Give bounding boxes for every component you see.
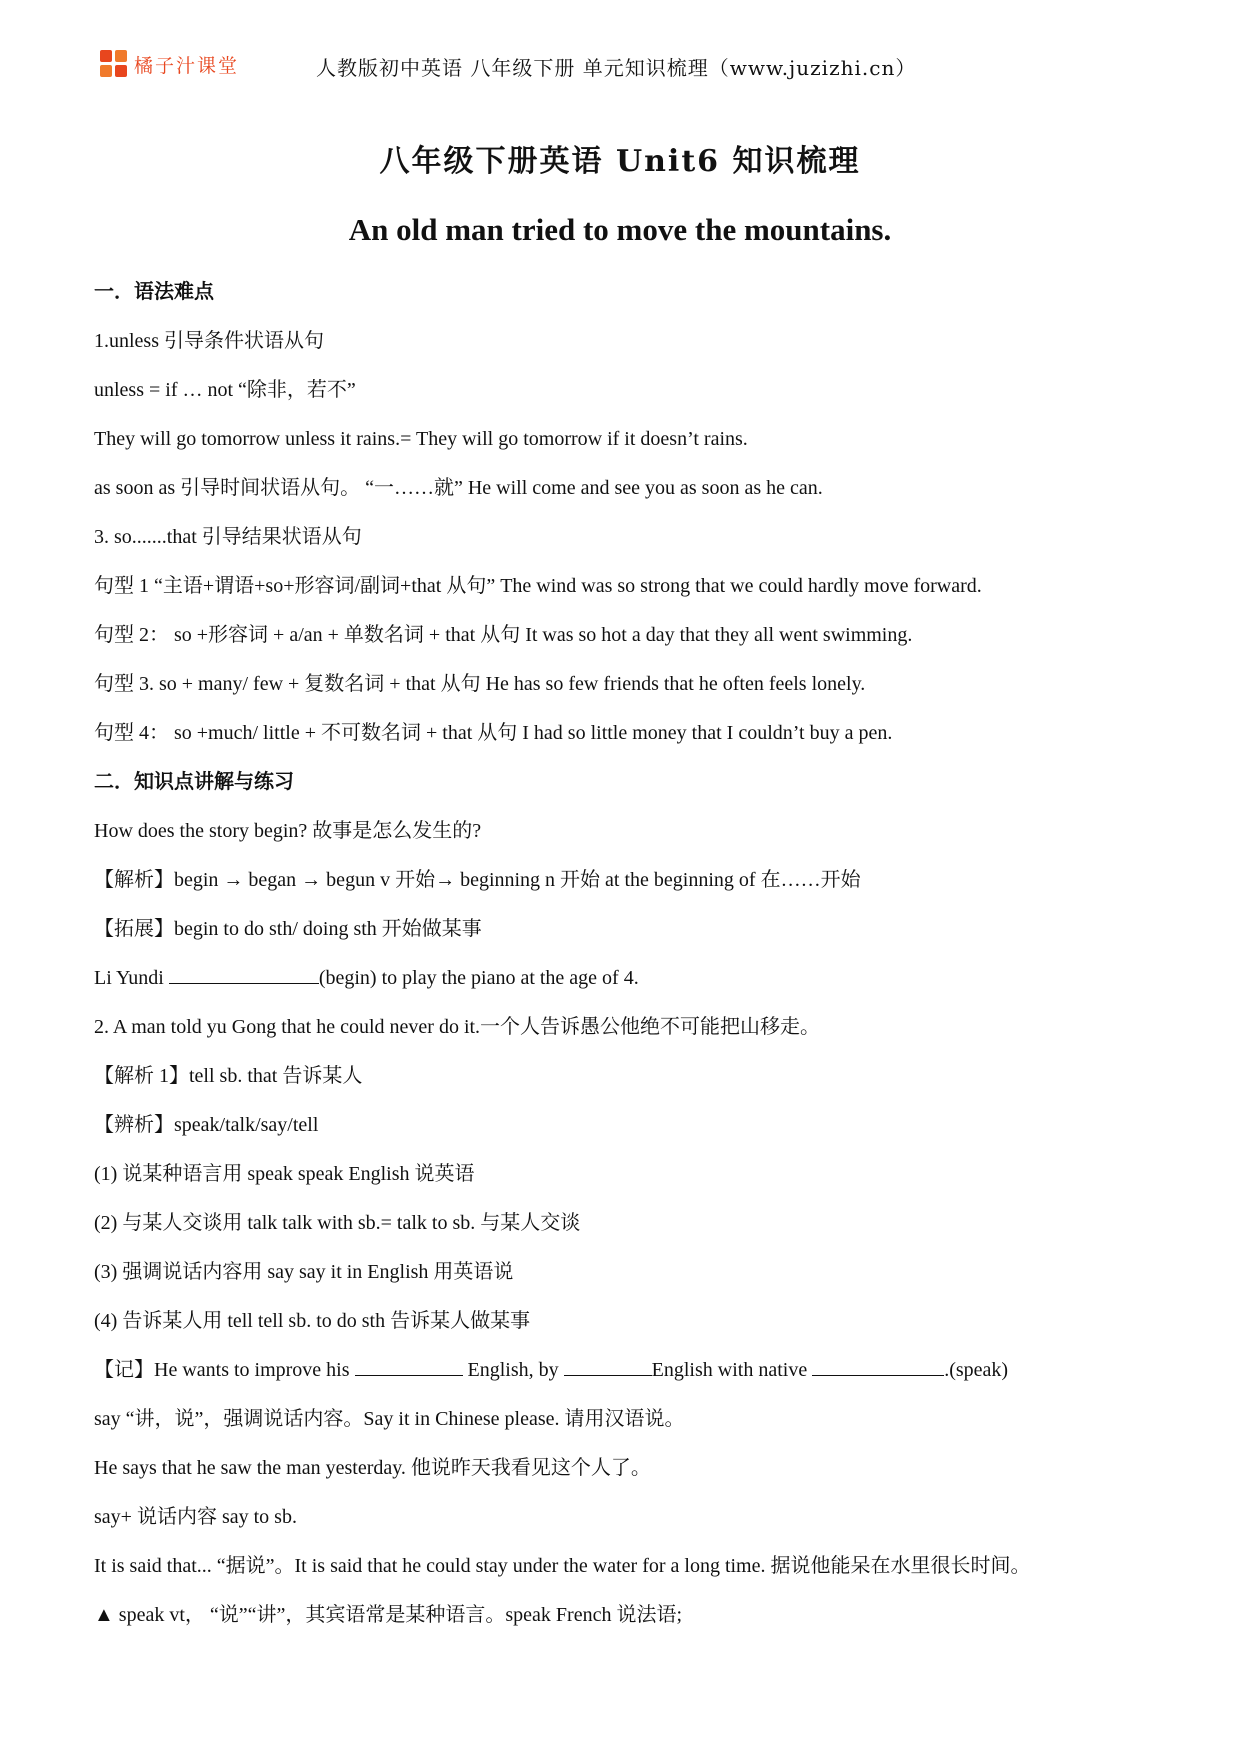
exercise-text: .(speak) (944, 1359, 1009, 1381)
paragraph: (3) 强调说话内容用 say say it in English 用英语说 (94, 1261, 514, 1283)
paragraph: How does the story begin? 故事是怎么发生的? (94, 820, 482, 842)
logo-mark-icon (100, 50, 128, 78)
section-heading: 二．知识点讲解与练习 (94, 771, 294, 793)
paragraph: say “讲，说”，强调说话内容。Say it in Chinese please. 请用汉语说。 (94, 1408, 685, 1430)
paragraph: (4) 告诉某人用 tell tell sb. to do sth 告诉某人做某事 (94, 1310, 531, 1332)
logo (100, 50, 239, 78)
paragraph: 【解析 1】tell sb. that 告诉某人 (94, 1065, 363, 1087)
fill-in-blank (564, 1353, 652, 1376)
fill-in-blank (812, 1353, 944, 1376)
exercise-text: (begin) to play the piano at the age of 4. (318, 967, 639, 989)
paragraph: 【辨析】speak/talk/say/tell (94, 1114, 319, 1136)
document-title: 八年级下册英语 Unit6 知识梳理 (379, 144, 861, 179)
document-body (94, 272, 1174, 1644)
paragraph: (1) 说某种语言用 speak speak English 说英语 (94, 1163, 475, 1185)
paragraph: 2. A man told yu Gong that he could never do it.一个人告诉愚公他绝不可能把山移走。 (94, 1016, 821, 1038)
exercise-line (94, 1350, 1174, 1399)
paragraph: 【解析】begin → began → begun v 开始→ beginning n 开始 at the beginning of 在……开始 (94, 869, 861, 891)
paragraph: 3. so.......that 引导结果状语从句 (94, 526, 362, 548)
paragraph: 句型 1 “主语+谓语+so+形容词/副词+that 从句” The wind was so strong that we could hardly move forward. (94, 575, 982, 597)
fill-in-blank (355, 1353, 463, 1376)
document-subtitle: An old man tried to move the mountains. (348, 212, 892, 247)
paragraph: say+ 说话内容 say to sb. (94, 1506, 297, 1528)
paragraph: ▲ speak vt， “说”“讲”，其宾语常是某种语言。speak French 说法语; (94, 1604, 683, 1626)
page-header (96, 44, 1156, 88)
paragraph: 【拓展】begin to do sth/ doing sth 开始做某事 (94, 918, 482, 940)
paragraph: 句型 3. so + many/ few + 复数名词 + that 从句 He has so few friends that he often feels lonely. (94, 673, 866, 695)
paragraph: 1.unless 引导条件状语从句 (94, 330, 324, 352)
exercise-text: English, by (467, 1359, 559, 1381)
exercise-text: Li Yundi (94, 967, 164, 989)
paragraph: 句型 2： so +形容词 + a/an + 单数名词 + that 从句 It was so hot a day that they all went swimming. (94, 624, 913, 646)
logo-text: 橘子汁课堂 (134, 54, 240, 77)
fill-in-blank (169, 961, 319, 984)
section-heading: 一．语法难点 (94, 281, 214, 303)
exercise-text: English with native (651, 1359, 808, 1381)
paragraph: unless = if … not “除非，若不” (94, 379, 356, 401)
paragraph: It is said that... “据说”。It is said that he could stay under the water for a long time. 据说他能呆在水里很长时间。 (94, 1555, 1031, 1577)
paragraph: 句型 4： so +much/ little + 不可数名词 + that 从句 I had so little money that I couldn’t buy a pen. (94, 722, 893, 744)
paragraph: (2) 与某人交谈用 talk talk with sb.= talk to sb. 与某人交谈 (94, 1212, 581, 1234)
paragraph: as soon as 引导时间状语从句。 “一……就” He will come and see you as soon as he can. (94, 477, 823, 499)
exercise-text: 【记】He wants to improve his (94, 1359, 350, 1381)
header-title: 人教版初中英语 八年级下册 单元知识梳理（www.juzizhi.cn） (316, 56, 917, 80)
paragraph: They will go tomorrow unless it rains.= They will go tomorrow if it doesn’t rains. (94, 428, 748, 450)
exercise-line (94, 958, 1174, 1007)
paragraph: He says that he saw the man yesterday. 他说昨天我看见这个人了。 (94, 1457, 651, 1479)
